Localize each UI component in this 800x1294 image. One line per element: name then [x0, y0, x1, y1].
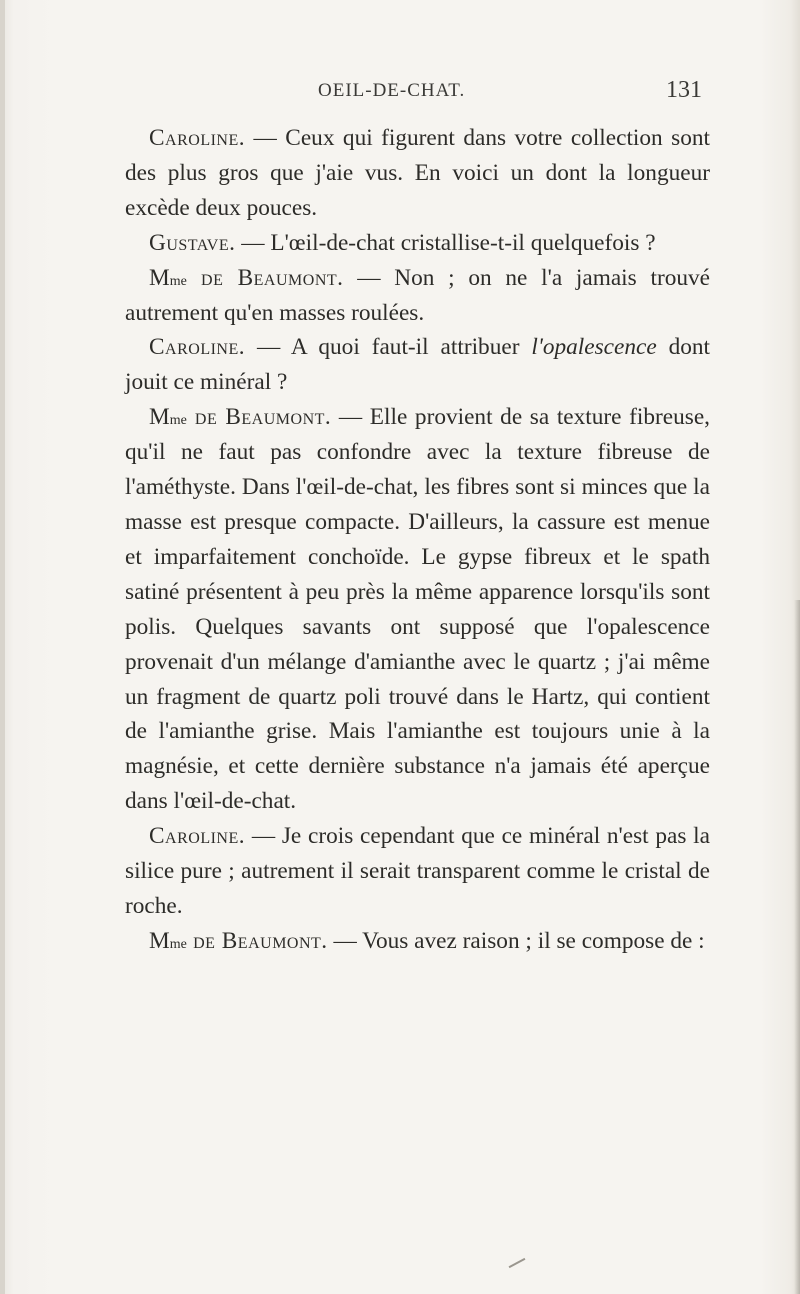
speaker-name: Caroline.	[149, 334, 246, 361]
paragraph-caroline-2	[125, 330, 710, 400]
speaker-superscript: me	[169, 413, 187, 429]
speaker-prefix: M	[149, 264, 170, 291]
speaker-name: Gustave.	[149, 229, 236, 256]
paragraph-text: — A quoi faut-il attribuer	[245, 334, 532, 361]
page-edge-shadow	[794, 600, 800, 1294]
paragraph-beaumont-3	[125, 924, 710, 959]
page-binding-edge	[0, 0, 5, 1294]
paragraph-text: — Elle provient de sa texture fibreuse, qu'il ne faut pas confondre avec la texture fibreuse de l'améthyste. Dans l'œil-de-chat, les fibres sont si minces que la masse est presque compacte. D'ailleurs, la cassure est menue et imparfaitement conchoïde. Le gypse fibreux et le spath satiné présentent à peu près la même apparence lorsqu'ils sont polis. Quelques savants ont supposé que l'opalescence provenait d'un mélange d'amianthe avec le quartz ; j'ai même un fragment de quartz poli trouvé dans le Hartz, qui contient de l'amianthe grise. Mais l'amianthe est toujours unie à la magnésie, et cette dernière substance n'a jamais été aperçue dans l'œil-de-chat.	[125, 404, 710, 815]
paragraph-caroline-1	[125, 121, 710, 226]
running-title: OEIL-DE-CHAT.	[318, 80, 466, 101]
paragraph-text-after: dont jouit ce minéral ?	[125, 334, 711, 396]
paragraph-caroline-3	[125, 819, 710, 924]
dialogue-text	[125, 121, 710, 959]
paragraph-beaumont-1	[125, 261, 710, 331]
italic-term: l'opalescence	[531, 334, 657, 361]
speaker-name: de Beaumont.	[186, 404, 332, 431]
speaker-superscript: me	[169, 273, 187, 289]
paragraph-text: — Je crois cependant que ce minéral n'est pas la silice pure ; autrement il serait transparent comme le cristal de roche.	[125, 823, 710, 919]
paragraph-text: — L'œil-de-chat cristallise-t-il quelquefois ?	[235, 229, 656, 256]
ink-mark	[509, 1258, 526, 1268]
paragraph-text: — Non ; on ne l'a jamais trouvé autrement qu'en masses roulées.	[125, 264, 710, 326]
speaker-superscript: me	[169, 936, 187, 952]
paragraph-gustave-1	[125, 226, 710, 261]
page-number: 131	[666, 77, 702, 103]
speaker-name: de Beaumont.	[186, 264, 344, 291]
paragraph-text: — Ceux qui figurent dans votre collection sont des plus gros que j'aie vus. En voici un dont la longueur excède deux pouces.	[125, 125, 710, 221]
paragraph-text: — Vous avez raison ; il se compose de :	[327, 927, 705, 954]
speaker-prefix: M	[149, 404, 170, 431]
speaker-name: de Beaumont.	[186, 927, 328, 954]
speaker-prefix: M	[149, 927, 170, 954]
speaker-name: Caroline.	[149, 823, 246, 850]
running-head	[130, 77, 710, 110]
paragraph-beaumont-2	[125, 400, 710, 819]
speaker-name: Caroline.	[149, 125, 246, 151]
